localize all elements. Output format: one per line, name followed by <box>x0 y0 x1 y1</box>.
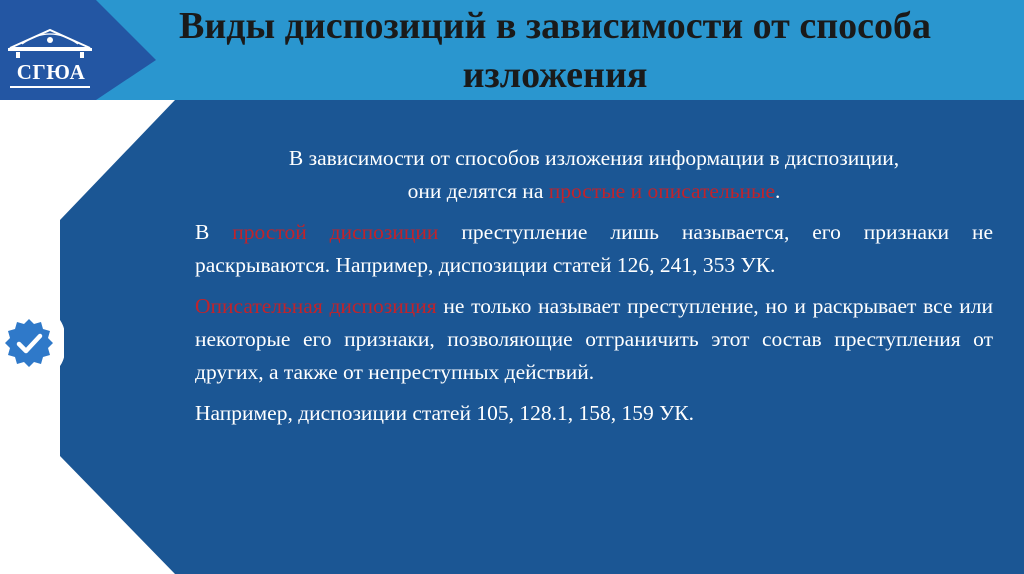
intro-line-1: В зависимости от способов изложения информации в диспозиции, <box>288 146 900 170</box>
p2-highlight: Описательная диспозиция <box>195 294 437 318</box>
logo-background <box>0 0 156 100</box>
intro-highlight: простые и описательные <box>548 179 775 203</box>
logo-text: СГЮА <box>16 60 86 84</box>
paragraph-example: Например, диспозиции статей 105, 128.1, 158, 159 УК. <box>195 401 695 425</box>
header-bar <box>0 0 1024 100</box>
p1-text: преступление лишь называется, его признаки не раскрываются. Например, диспозиции статей 126, 241, 353 УК. <box>195 220 994 277</box>
paragraph-simple <box>195 216 993 282</box>
paragraph-descriptive <box>195 290 993 389</box>
intro-line-2-start: они делятся на <box>407 179 549 203</box>
verified-check-badge-icon <box>0 306 64 380</box>
page-title: Виды диспозиций в зависимости от способа изложения <box>179 5 931 96</box>
p1-highlight: простой диспозиции <box>232 220 439 244</box>
intro-paragraph <box>195 142 993 208</box>
content-text <box>195 142 993 438</box>
p2-text: не только называет преступление, но и раскрывает все или некоторые его признаки, позволяющие отграничить этот состав преступления от других, а также от непреступных действий. <box>195 294 993 384</box>
logo <box>0 0 156 100</box>
intro-line-2-end: . <box>775 179 781 203</box>
p1-start: В <box>195 220 233 244</box>
